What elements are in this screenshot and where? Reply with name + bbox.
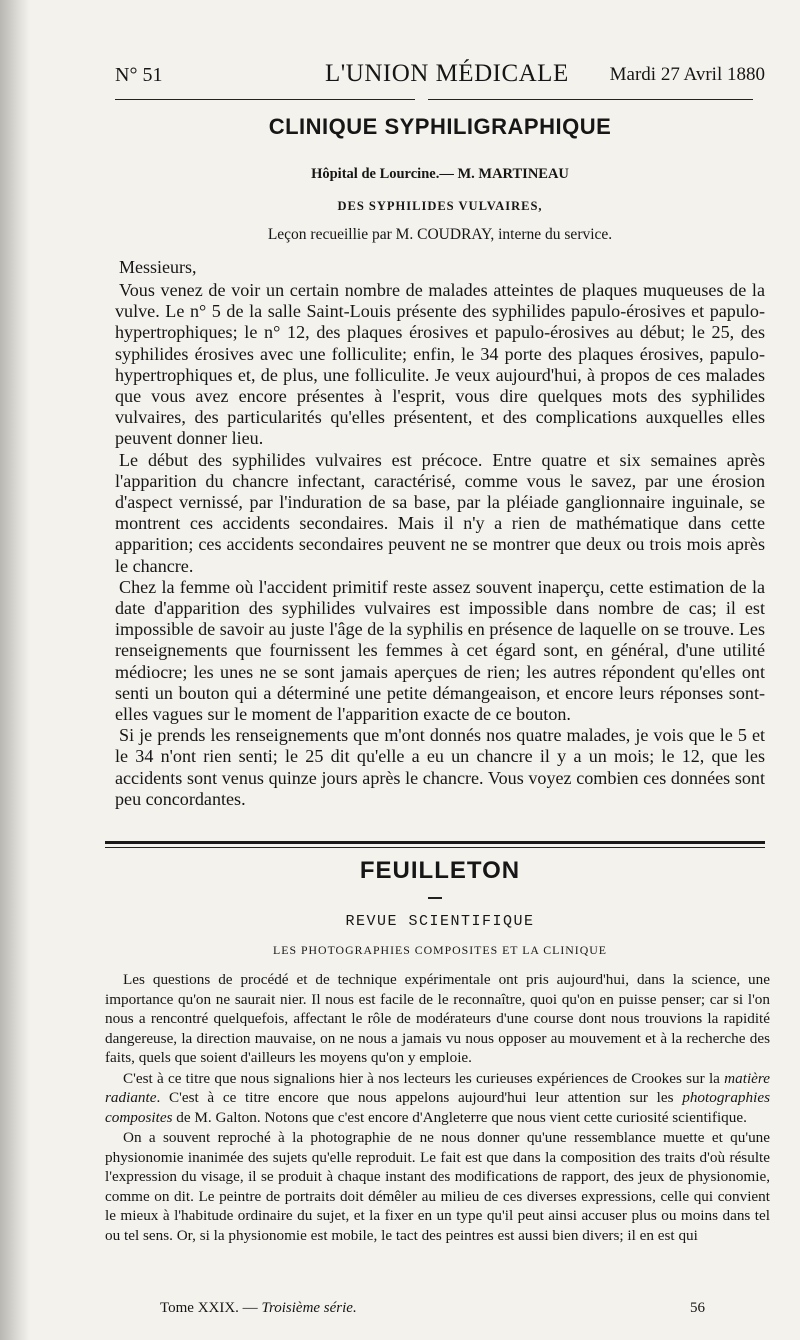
text-run: . C'est à ce titre encore que nous appelons aujourd'hui leur attention sur les — [156, 1089, 683, 1106]
footer-tome: Tome XXIX. — — [160, 1300, 262, 1316]
article-hospital: Hôpital de Lourcine.— M. MARTINEAU — [311, 166, 569, 182]
feuilleton-title: FEUILLETON — [359, 857, 521, 884]
title-dash — [428, 897, 442, 899]
text-run: C'est à ce titre que nous signalions hier à nos lecteurs les curieuses expériences de Crookes sur la — [123, 1069, 725, 1087]
article-paragraph: Chez la femme où l'accident primitif reste assez souvent inaperçu, cette estimation de la date d'apparition des syphilides vulvaires est impossible dans nombre de cas; il est impossible de savoir au juste l'âge de la syphilis en présence de laquelle on se trouve. Les renseignements que fournissent les femmes à cet égard sont, en général, d'une utilité médiocre; les unes ne se sont jamais aperçues de rien; les autres répondent qu'elles ont senti un bouton qui a déterminé une petite démangeaison, et encore leurs réponses sont-elles vagues sur le moment de l'apparition exacte de ce bouton. — [115, 576, 765, 725]
header-rule-left — [115, 99, 415, 100]
article-body — [115, 280, 765, 810]
footer-volume — [160, 1300, 357, 1317]
article-paragraph: Le début des syphilides vulvaires est précoce. Entre quatre et six semaines après l'apparition du chancre infectant, caractérisé, comme vous le savez, par une érosion d'aspect vernissé, par l'induration de sa base, par la pléiade ganglionnaire inguinale, se montrent ces accidents secondaires. Mais il n'y a rien de mathématique dans cette apparition; ces accidents secondaires peuvent ne se montrer que deux ou trois mois après le chancre. — [115, 449, 765, 576]
header-rule-right — [428, 99, 753, 100]
italic-term: photographies composites — [105, 1089, 770, 1126]
italic-term: matière radiante — [105, 1069, 770, 1106]
feuilleton-paragraph — [105, 1069, 770, 1128]
feuilleton-rule-bottom — [105, 847, 765, 848]
issue-date: Mardi 27 Avril 1880 — [609, 64, 765, 85]
feuilleton-paragraph: On a souvent reproché à la photographie de ne nous donner qu'une ressemblance muette et qu'une physionomie inanimée des sujets qu'elle reproduit. Le fait est que dans la composition des traits d'où résulte l'expression du visage, il se produit à chaque instant des modifications de rapport, des jeux de physionomie, comme on dit. Le peintre de portraits doit démêler au milieu de ces diverses expressions, celle qui convient le mieux à l'habitude ordinaire du sujet, et la fixer en un type qu'il peut ainsi accuser plus ou moins dans tel ou tel sens. Or, si la physionomie est mobile, le tact des peintres est aussi bien divers; il en est qui — [105, 1129, 770, 1244]
article-paragraph: Si je prends les renseignements que m'ont donnés nos quatre malades, je vois que le 5 et le 34 n'ont rien senti; le 25 dit qu'elle a eu un chancre il y a un mois; le 12, que les accidents sont venus quinze jours après le chancre. Vous voyez combien ces données sont peu concordantes. — [115, 725, 765, 809]
issue-number: N° 51 — [115, 64, 163, 86]
page-binding-shadow — [0, 0, 30, 1340]
feuilleton-subsection: LES PHOTOGRAPHIES COMPOSITES ET LA CLINIQUE — [273, 943, 607, 957]
feuilleton-rule-top — [105, 841, 765, 844]
feuilleton-section: REVUE SCIENTIFIQUE — [345, 913, 535, 930]
page-number: 56 — [690, 1300, 705, 1316]
article-byline: Leçon recueillie par M. COUDRAY, interne du service. — [267, 226, 613, 243]
article-title: CLINIQUE SYPHILIGRAPHIQUE — [268, 114, 612, 139]
journal-title: L'UNION MÉDICALE — [325, 60, 569, 87]
text-run: de M. Galton. Notons que c'est encore d'Angleterre que nous vient cette curiosité scientifique. — [172, 1108, 747, 1126]
salutation: Messieurs, — [119, 257, 197, 277]
feuilleton-body — [105, 970, 770, 1246]
article-paragraph: Vous venez de voir un certain nombre de malades atteintes de plaques muqueuses de la vulve. Le n° 5 de la salle Saint-Louis présente des syphilides papulo-érosives et papulo-hypertrophiques; le n° 12, des plaques érosives et papulo-érosives au début; le 25, des syphilides érosives avec une folliculite; enfin, le 34 porte des plaques érosives, papulo-hypertrophiques et, de plus, une folliculite. Je veux aujourd'hui, à propos de ces malades que vous avez encore présentes à l'esprit, vous dire quelques mots des syphilides vulvaires, des particularités qu'elles présentent, et des complications auxquelles elles peuvent donner lieu. — [115, 280, 765, 449]
article-topic: DES SYPHILIDES VULVAIRES, — [337, 199, 543, 213]
feuilleton-paragraph: Les questions de procédé et de technique expérimentale ont pris aujourd'hui, dans la science, une importance qu'on ne saurait nier. Il nous est facile de le reconnaître, quoi qu'on en puisse penser; car si l'on nous a rencontré quelquefois, affectant le rôle de modérateurs d'une course dont nous trouvions la rapidité dangereuse, la direction mauvaise, on ne nous a jamais vu nous opposer au mouvement et à la recherche des faits, quels que soient d'ailleurs les moyens qu'on y emploie. — [105, 971, 770, 1066]
page-header — [115, 60, 765, 96]
footer-series: Troisième série. — [261, 1300, 357, 1316]
